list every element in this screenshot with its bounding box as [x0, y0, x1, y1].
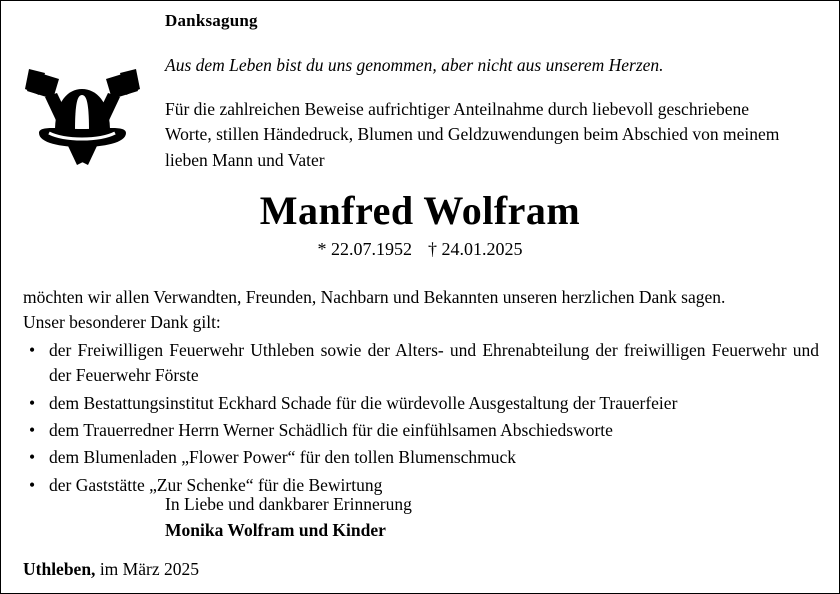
special-thanks-lead: Unser besonderer Dank gilt:: [23, 312, 221, 333]
list-item-label: dem Bestattungsinstitut Eckhard Schade für die würdevolle Ausgestaltung der Trauerfeier: [49, 392, 678, 413]
closing-line: In Liebe und dankbarer Erinnerung: [165, 494, 412, 514]
intro-paragraph: Für die zahlreichen Beweise aufrichtiger Anteilnahme durch liebevoll geschriebene Worte, stillen Händedruck, Blumen und Geldzuwendungen beim Abschied von meinem lieben Mann und Vater: [165, 99, 780, 170]
bullet-icon: •: [29, 339, 36, 360]
signature-name: Monika Wolfram und Kinder: [165, 520, 386, 541]
closing-block: [165, 491, 412, 544]
bullet-icon: •: [29, 392, 36, 413]
list-item: [23, 418, 819, 443]
date-label: im März 2025: [99, 559, 199, 579]
bullet-icon: •: [29, 419, 36, 440]
thanks-line: möchten wir allen Verwandten, Freunden, Nachbarn und Bekannten unseren herzlichen Dank sagen.: [23, 287, 726, 307]
list-item-label: der Freiwilligen Feuerwehr Uthleben sowie der Alters- und Ehrenabteilung der freiwilligen Feuerwehr und der Feuerwehr Förste: [49, 339, 819, 386]
list-item: [23, 391, 819, 416]
death-date: † 24.01.2025: [428, 239, 523, 259]
firefighter-helmet-and-axes-emblem: [15, 53, 150, 165]
list-item-label: der Gaststätte „Zur Schenke“ für die Bewirtung: [49, 474, 383, 495]
list-item-label: dem Trauerredner Herrn Werner Schädlich für die einfühlsamen Abschiedsworte: [49, 419, 613, 440]
list-item-label: dem Blumenladen „Flower Power“ für den tollen Blumenschmuck: [49, 447, 517, 468]
list-item: [23, 473, 819, 498]
page-title: Danksagung: [165, 11, 258, 30]
verse-text: Aus dem Leben bist du uns genommen, aber nicht aus unserem Herzen.: [165, 55, 664, 75]
birth-date: * 22.07.1952: [317, 239, 412, 259]
place-and-date: [23, 559, 199, 580]
place-label: Uthleben,: [23, 559, 96, 579]
deceased-name: Manfred Wolfram: [259, 188, 581, 233]
thanks-body: [23, 285, 819, 498]
thanks-list: [23, 338, 819, 498]
list-item: [23, 445, 819, 470]
list-item: [23, 338, 819, 389]
bullet-icon: •: [29, 474, 36, 495]
bullet-icon: •: [29, 447, 36, 468]
life-dates: [1, 239, 839, 260]
